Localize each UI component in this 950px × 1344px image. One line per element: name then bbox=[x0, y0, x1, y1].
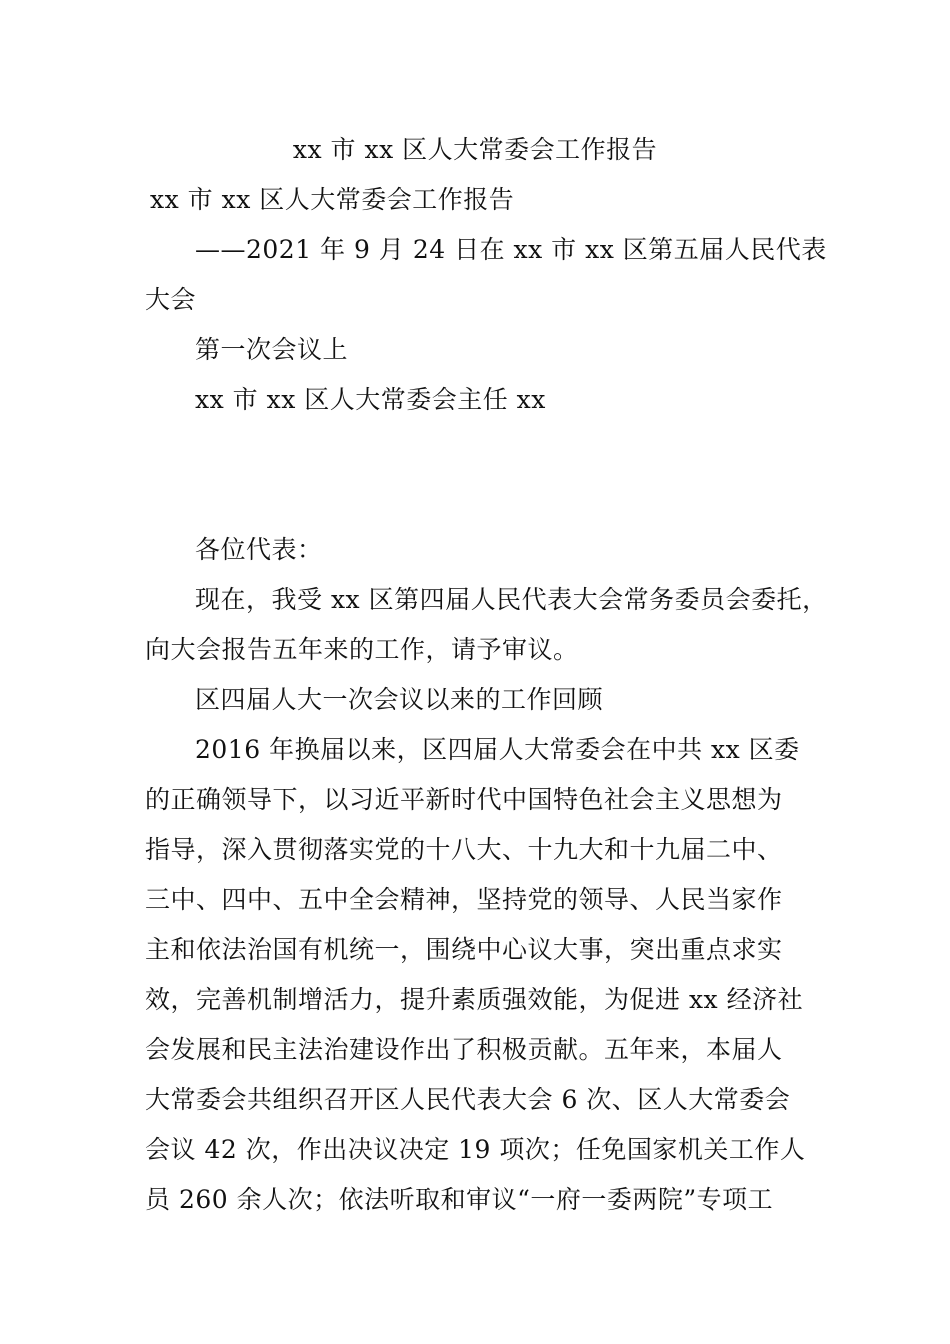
occasion-line-2: 大会 bbox=[145, 285, 197, 314]
paragraph-line: 效，完善机制增活力，提升素质强效能，为促进 xx 经济社 bbox=[145, 985, 804, 1014]
occasion-line-1: ——2021 年 9 月 24 日在 xx 市 xx 区第五届人民代表 bbox=[195, 235, 827, 264]
paragraph-line: 主和依法治国有机统一，围绕中心议大事，突出重点求实 bbox=[145, 935, 783, 964]
document-subtitle: xx 市 xx 区人大常委会工作报告 bbox=[150, 185, 515, 214]
paragraph-line: 会议 42 次，作出决议决定 19 项次；任免国家机关工作人 bbox=[145, 1135, 806, 1164]
paragraph-line: 三中、四中、五中全会精神，坚持党的领导、人民当家作 bbox=[145, 885, 783, 914]
intro-line-2: 向大会报告五年来的工作，请予审议。 bbox=[145, 635, 579, 664]
paragraph-line: 会发展和民主法治建设作出了积极贡献。五年来，本届人 bbox=[145, 1035, 783, 1064]
speaker-line: xx 市 xx 区人大常委会主任 xx bbox=[195, 385, 546, 414]
occasion-line-3: 第一次会议上 bbox=[195, 335, 349, 364]
paragraph-line: 的正确领导下，以习近平新时代中国特色社会主义思想为 bbox=[145, 785, 783, 814]
paragraph-line: 2016 年换届以来，区四届人大常委会在中共 xx 区委 bbox=[195, 735, 800, 764]
document-title: xx 市 xx 区人大常委会工作报告 bbox=[292, 135, 658, 164]
paragraph-line: 指导，深入贯彻落实党的十八大、十九大和十九届二中、 bbox=[145, 835, 783, 864]
paragraph-line: 大常委会共组织召开区人民代表大会 6 次、区人大常委会 bbox=[145, 1085, 791, 1114]
intro-line-1: 现在，我受 xx 区第四届人民代表大会常务委员会委托， bbox=[195, 585, 828, 614]
salutation: 各位代表： bbox=[195, 535, 323, 564]
paragraph-line: 员 260 余人次；依法听取和审议“一府一委两院”专项工 bbox=[145, 1185, 774, 1214]
section-heading: 区四届人大一次会议以来的工作回顾 bbox=[195, 685, 604, 714]
